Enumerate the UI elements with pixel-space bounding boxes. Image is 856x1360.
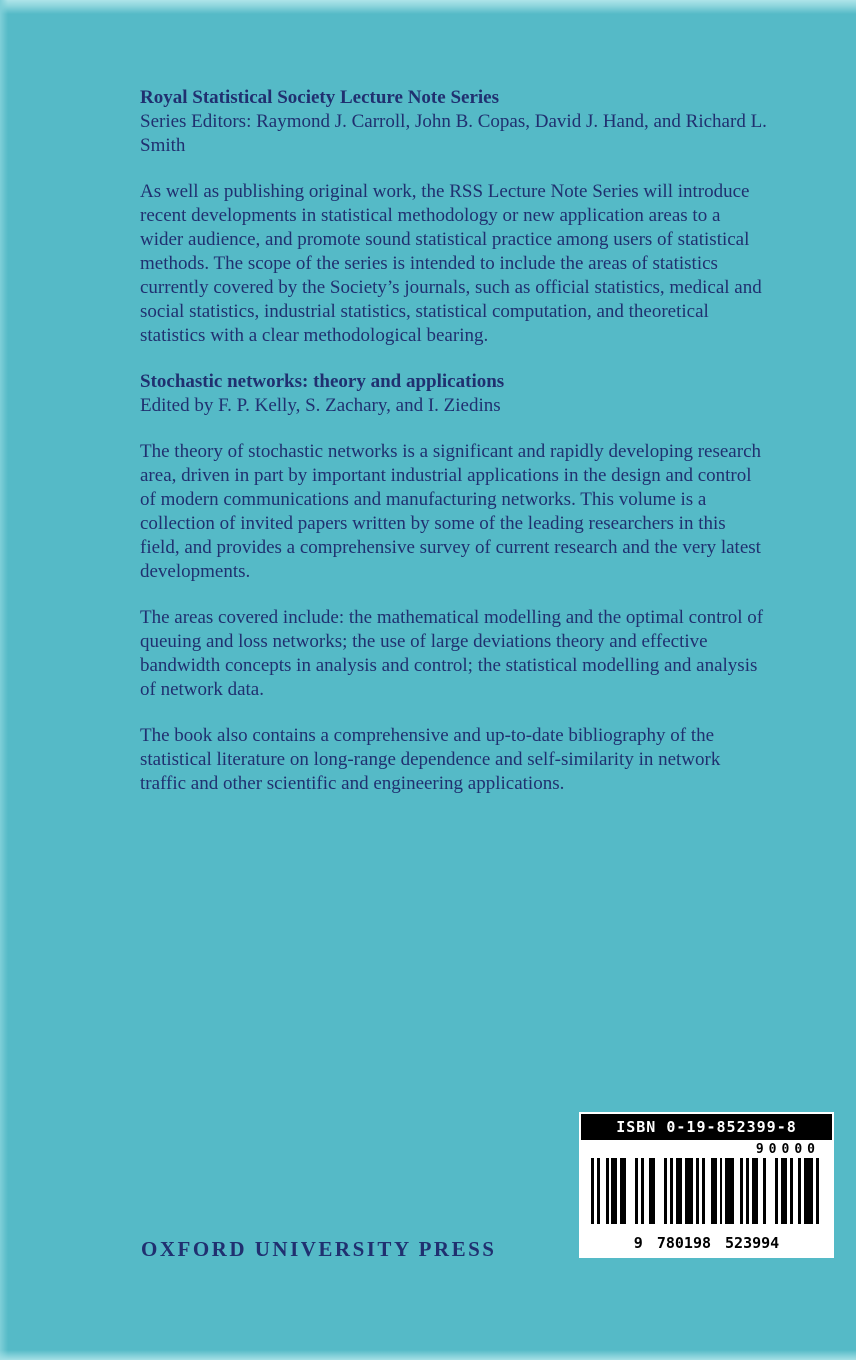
barcode-number	[579, 1235, 834, 1252]
barcode-bars-icon	[591, 1158, 822, 1224]
isbn-barcode-block	[579, 1112, 834, 1258]
barcode-digit-group: 9	[631, 1235, 646, 1252]
photo-edge-left	[0, 0, 8, 1360]
isbn-label: ISBN 0-19-852399-8	[581, 1114, 832, 1140]
series-heading: Royal Statistical Society Lecture Note Series	[140, 87, 499, 108]
book-editors: Edited by F. P. Kelly, S. Zachary, and I. Ziedins	[140, 395, 501, 416]
cover-text-block	[140, 86, 768, 818]
series-editors: Series Editors: Raymond J. Carroll, John B. Copas, David J. Hand, and Richard L. Smith	[140, 111, 767, 156]
barcode-digit-group: 780198	[654, 1235, 714, 1252]
book-description-paragraph-1: The theory of stochastic networks is a significant and rapidly developing research area, driven in part by important industrial applications in the design and control of modern communications and manufacturing networks. This volume is a collection of invited papers written by some of the leading researchers in this field, and provides a comprehensive survey of current research and the very latest developments.	[140, 441, 761, 582]
price-code: 90000	[755, 1142, 820, 1157]
publisher-imprint: OXFORD UNIVERSITY PRESS	[141, 1237, 497, 1261]
barcode-digit-group: 523994	[722, 1235, 782, 1252]
book-description-paragraph-3: The book also contains a comprehensive and up-to-date bibliography of the statistical literature on long-range dependence and self-similarity in network traffic and other scientific and engineering applications.	[140, 725, 721, 794]
series-description: As well as publishing original work, the RSS Lecture Note Series will introduce recent developments in statistical methodology or new application areas to a wider audience, and promote sound statistical practice among users of statistical methods. The scope of the series is intended to include the areas of statistics currently covered by the Society’s journals, such as official statistics, medical and social statistics, industrial statistics, statistical computation, and theoretical statistics with a clear methodological bearing.	[140, 181, 762, 346]
book-title: Stochastic networks: theory and applications	[140, 371, 505, 392]
book-description-paragraph-2: The areas covered include: the mathematical modelling and the optimal control of queuing and loss networks; the use of large deviations theory and effective bandwidth concepts in analysis and control; the statistical modelling and analysis of network data.	[140, 607, 764, 700]
photo-edge-top	[0, 0, 856, 14]
photo-edge-bottom	[0, 1350, 856, 1360]
